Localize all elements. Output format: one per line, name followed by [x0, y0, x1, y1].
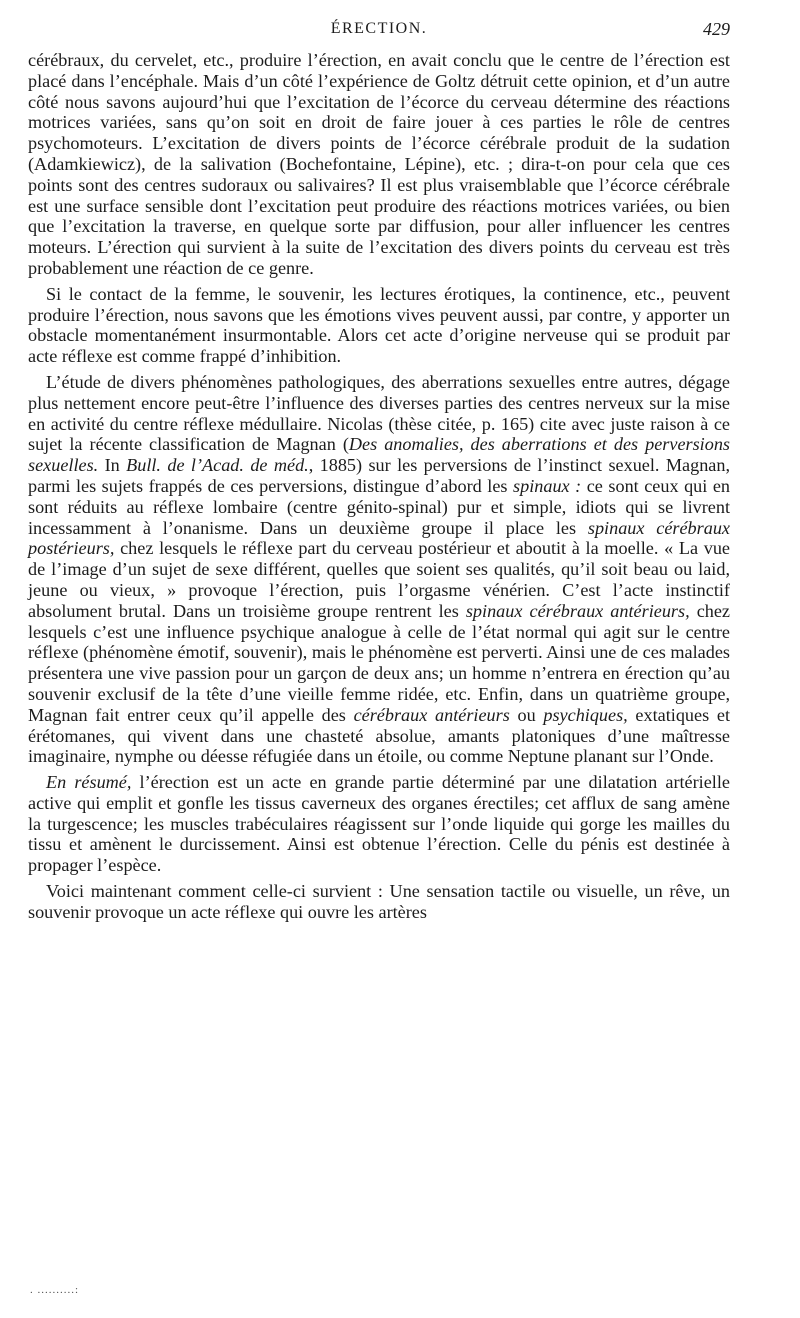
paragraph-5: Voici maintenant comment celle-ci survient : Une sensation tactile ou visuelle, un rêve, un souvenir provoque un acte réflexe qui ouvre les artères	[28, 881, 730, 922]
paragraph-3-text: L’étude de divers phénomènes pathologiques, des aberrations sexuelles entre autres, dégage plus nettement encore peut-être l’influence des diverses parties des centres nerveux sur la mise en activité du centre réflexe médullaire. Nicolas (thèse citée, p. 165) cite avec juste raison à ce sujet la récente classification de Magnan (	[28, 371, 730, 455]
paragraph-3-text: ou	[509, 704, 544, 725]
spinaux-anterieurs-italic: spinaux cérébraux antérieurs,	[465, 600, 690, 621]
body-text	[28, 50, 730, 923]
paragraph-3-text: chez lesquels le réflexe part du cerveau postérieur et aboutit à la moelle. « La vue de l’image d’un sujet de sexe différent, quelles que soient ses qualités, qu’il soit beau ou laid, jeune ou vieux, » provoque l’érection, puis l’orgasme vénérien. C’est l’acte instinctif absolument brutal. Dans un troisième groupe rentrent les	[28, 538, 730, 621]
paragraph-3-text: ce sont ceux qui en sont réduits au réflexe lombaire (centre génito-spinal) pur et simple, idiots qui se livrent incessamment à l’onanisme. Dans un deuxième groupe il place les	[28, 475, 731, 538]
en-resume-italic: En résumé,	[46, 772, 132, 793]
paragraph-4	[28, 772, 730, 876]
paragraph-3-text: In	[98, 455, 127, 476]
bulletin-title-italic: Bull. de l’Acad. de méd.	[126, 455, 309, 476]
spinaux-posterieurs-italic: spinaux cérébraux postérieurs,	[28, 517, 730, 559]
paragraph-3-text: extatiques et érétomanes, qui vivent dans une chasteté absolue, amants platoniques d’une maîtresse imaginaire, nymphe ou déesse réfugiée dans un étoile, ou comme Neptune planant sur l’Onde.	[28, 704, 730, 767]
magnan-title-italic: Des anomalies, des aberrations et des perversions sexuelles.	[28, 434, 730, 476]
paragraph-2: Si le contact de la femme, le souvenir, les lectures érotiques, la continence, etc., peuvent produire l’érection, nous savons que les émotions vives peuvent aussi, par contre, y apporter un obstacle momentanément insurmontable. Alors cet acte d’origine nerveuse qui se produit par acte réflexe est comme frappé d’inhibition.	[28, 283, 730, 367]
spinaux-term-italic: spinaux :	[513, 475, 582, 496]
paragraph-1: cérébraux, du cervelet, etc., produire l’érection, en avait conclu que le centre de l’érection est placé dans l’encéphale. Mais d’un côté l’expérience de Goltz détruit cette opinion, et d’un autre côté nous savons aujourd’hui que l’excitation de l’écorce du cerveau détermine des réactions motrices variées, sans qu’on soit en droit de faire jouer à ces parties le rôle de centres psychomoteurs. L’excitation de divers points de l’écorce cérébrale produit de la sudation (Adamkiewicz), de la salivation (Bochefontaine, Lépine), etc. ; dira-t-on pour cela que ces points sont des centres sudoraux ou salivaires? Il est plus vraisemblable que l’écorce cérébrale est une surface sensible dont l’excitation peut produire des réactions motrices variées, ou bien que l’excitation la traverse, en quelque sorte par diffusion, pour aller influencer les centres moteurs. L’érection qui survient à la suite de l’excitation des divers points du cerveau est très probablement une réaction de ce genre.	[28, 50, 730, 278]
running-title: ÉRECTION.	[330, 20, 428, 37]
cerebraux-anterieurs-italic: cérébraux antérieurs	[353, 704, 510, 725]
paragraph-3-text: chez lesquels c’est une influence psychique analogue à celle de l’état normal qui agit sur le centre réflexe (phénomène émotif, souvenir), mais le phénomène est perverti. Ainsi une de ces malades présentera une vive passion pour un garçon de deux ans; un homme n’entrera en érection qu’au souvenir exclusif de la tête d’une vieille femme ridée, etc. Enfin, dans un quatrième groupe, Magnan fait entrer ceux qu’il appelle des	[28, 600, 731, 725]
paragraph-3	[28, 372, 730, 767]
running-header	[28, 20, 730, 42]
paragraph-4-text: l’érection est un acte en grande partie déterminé par une dilatation artérielle active qui emplit et gonfle les tissus caverneux des organes érectiles; cet afflux de sang amène la turgescence; les muscles trabéculaires réagissent sur l’onde liquide qui gorge les mailles du tissu et amènent le durcissement. Ainsi est obtenue l’érection. Celle du pénis est destinée à propager l’espèce.	[28, 772, 730, 876]
page-number: 429	[703, 19, 730, 39]
paragraph-3-text: , 1885) sur les perversions de l’instinct sexuel. Magnan, parmi les sujets frappés de ces perversions, distingue d’abord les	[28, 455, 730, 496]
footer-dotted-mark: . ..........:	[30, 1284, 80, 1296]
psychiques-italic: psychiques,	[543, 704, 628, 725]
